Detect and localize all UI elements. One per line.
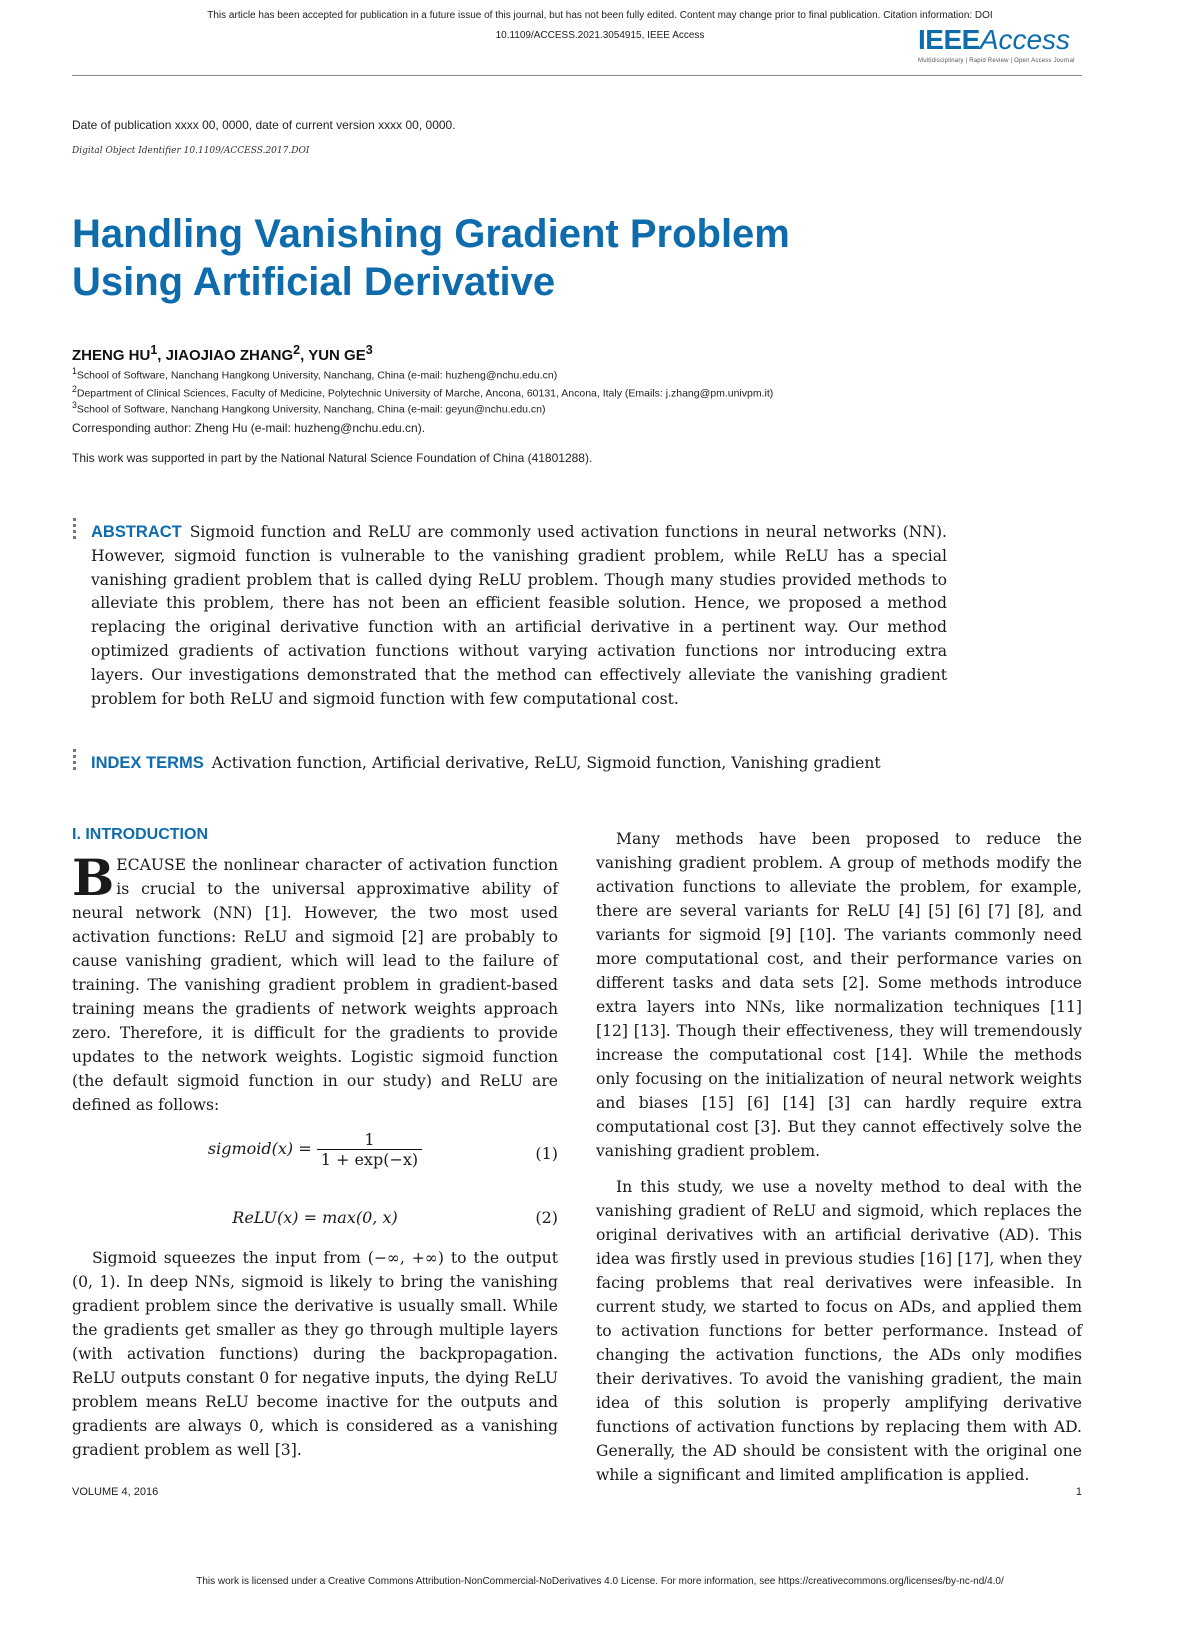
intro-paragraph-4: In this study, we use a novelty method to deal with the vanishing gradient of ReLU and sigmoid, which replaces the original derivatives with an artificial derivative (AD). This idea was firstly used in previous studies [16] [17], when they facing problems that real derivatives were infeasible. In current study, we started to focus on ADs, and applied them to activation functions for better performance. Instead of changing the activation functions, the ADs only modifies their derivatives. To avoid the vanishing gradient, the main idea of this solution is properly amplifying derivative functions of activation functions by replacing them with AD. Generally, the AD should be consistent with the original one while a significant and limited amplification is applied. [596,1178,1082,1484]
abstract-dots-icon [72,518,78,542]
equation-1-numerator: 1 [317,1130,422,1150]
equation-2-number: (2) [535,1208,558,1227]
index-terms [91,752,947,776]
left-column-continued [72,1246,558,1462]
index-terms-dots-icon [72,749,78,773]
affiliation-1-text: School of Software, Nanchang Hangkong University, Nanchang, China (e-mail: huzheng@nchu.edu.cn) [76,369,558,382]
paper-title [72,210,1072,306]
intro-paragraph-1 [72,848,558,1117]
publication-date: Date of publication xxxx 00, 0000, date of current version xxxx 00, 0000. [72,118,456,132]
logo-access-text: Access [979,24,1071,55]
affiliation-2 [72,384,773,400]
author-3: YUN GE [308,347,366,364]
affiliation-2-text: Department of Clinical Sciences, Faculty of Medicine, Polytechnic University of Marche, Ancona, 60131, Ancona, Italy (Emails: j.zhang@pm.univpm.it) [76,387,774,400]
equation-1-denominator: 1 + exp(−x) [320,1150,419,1169]
equation-1-lhs: sigmoid(x) = [207,1139,312,1158]
abstract [91,521,947,711]
section-heading-introduction: I. INTRODUCTION [72,826,208,843]
author-list: ZHENG $HU^1$, JIAOJIAO ZHANG$^2$, YUN $GE^3$ [72,343,373,364]
equation-1 [72,1130,558,1180]
header-divider [72,75,1082,76]
author-3-sup: 3 [365,343,373,357]
author-1: ZHENG HU [72,347,151,364]
affiliation-1-sup: 1 [72,366,77,376]
equation-1-fraction [317,1130,422,1169]
affiliation-3-text: School of Software, Nanchang Hangkong University, Nanchang, China (e-mail: geyun@nchu.edu.cn) [76,403,546,416]
author-2: JIAOJIAO ZHANG [165,347,294,364]
left-column [72,848,558,1117]
affiliation-2-sup: 2 [72,384,77,394]
license-notice: This work is licensed under a Creative Commons Attribution-NonCommercial-NoDerivatives 4.0 License. For more information, see https://creativecommons.org/licenses/by-nc-nd/4.0/ [196,1576,1004,1587]
title-line-2: Using Artificial Derivative [72,260,556,304]
intro-paragraph-3: Many methods have been proposed to reduce the vanishing gradient problem. A group of methods modify the activation functions to alleviate the problem, for example, there are several variants for ReLU [4] [5] [6] [7] [8], and variants for sigmoid [9] [10]. The variants commonly need more computational cost, and their performance varies on different tasks and data sets [2]. Some methods introduce extra layers into NNs, like normalization techniques [11] [12] [13]. Though their effectiveness, they will tremendously increase the computational cost [14]. While the methods only focusing on the initialization of neural network weights and biases [15] [6] [14] [3] can hardly require extra computational cost [3]. But they cannot effectively solve the vanishing gradient problem. [596,830,1082,1160]
logo-ieee-text: IEEE [918,24,980,55]
equation-1-number: (1) [535,1144,558,1163]
footer-volume: VOLUME 4, 2016 [72,1486,159,1498]
doi-line: Digital Object Identifier 10.1109/ACCESS.2017.DOI [72,146,310,156]
abstract-label: ABSTRACT [91,523,182,541]
ieee-access-logo [918,24,1108,64]
footer-page-number: 1 [1075,1486,1082,1498]
affiliation-3-sup: 3 [72,400,77,410]
corresponding-author: Corresponding author: Zheng Hu (e-mail: huzheng@nchu.edu.cn). [72,421,426,435]
equation-2 [72,1208,558,1232]
funding-note: This work was supported in part by the National Natural Science Foundation of China (41801288). [72,451,593,465]
notice-line-1: This article has been accepted for publication in a future issue of this journal, but has not been fully edited. Content may change prior to final publication. Citation information: DOI [207,10,993,21]
index-terms-text: Activation function, Artificial derivative, ReLU, Sigmoid function, Vanishing gradient [211,754,881,772]
author-2-sup: 2 [293,343,301,357]
logo-tagline: Multidisciplinary | Rapid Review | Open Access Journal [918,58,1075,64]
index-terms-label: INDEX TERMS [91,754,204,772]
affiliation-3 [72,400,546,416]
title-line-1: Handling Vanishing Gradient Problem [72,212,790,256]
notice-line-2: 10.1109/ACCESS.2021.3054915, IEEE Access [495,30,705,41]
affiliation-1 [72,366,557,382]
intro-paragraph-1-text: ECAUSE the nonlinear character of activation function is crucial to the universal approximative ability of neural network (NN) [1]. However, the two most used activation functions: ReLU and sigmoid [2] are probably to cause vanishing gradient, which will lead to the failure of training. The vanishing gradient problem in gradient-based training means the gradients of network weights approach zero. Therefore, it is difficult for the gradients to provide updates to the network weights. Logistic sigmoid function (the default sigmoid function in our study) and ReLU are defined as follows: [72,856,558,1114]
author-1-sup: 1 [150,343,158,357]
right-column [596,827,1082,1487]
abstract-text: Sigmoid function and ReLU are commonly used activation functions in neural networks (NN). However, sigmoid function is vulnerable to the vanishing gradient problem, while ReLU has a special vanishing gradient problem that is called dying ReLU problem. Though many studies provided methods to alleviate this problem, there has not been an efficient feasible solution. Hence, we proposed a method replacing the original derivative function with an artificial derivative in a pertinent way. Our method optimized gradients of activation functions without varying activation functions nor introducing extra layers. Our investigations demonstrated that the method can effectively alleviate the vanishing gradient problem for both ReLU and sigmoid function with few computational cost. [91,523,947,708]
equation-2-expression: ReLU(x) = max(0, x) [232,1208,398,1227]
drop-cap: B [72,848,115,907]
intro-paragraph-2: Sigmoid squeezes the input from (−∞, +∞) to the output (0, 1). In deep NNs, sigmoid is likely to bring the vanishing gradient problem since the derivative is usually small. While the gradients get smaller as they go through multiple layers (with activation functions) during the backpropagation. ReLU outputs constant 0 for negative inputs, the dying ReLU problem means ReLU become inactive for the outputs and gradients are always 0, which is considered as a vanishing gradient problem as well [3]. [72,1249,558,1459]
